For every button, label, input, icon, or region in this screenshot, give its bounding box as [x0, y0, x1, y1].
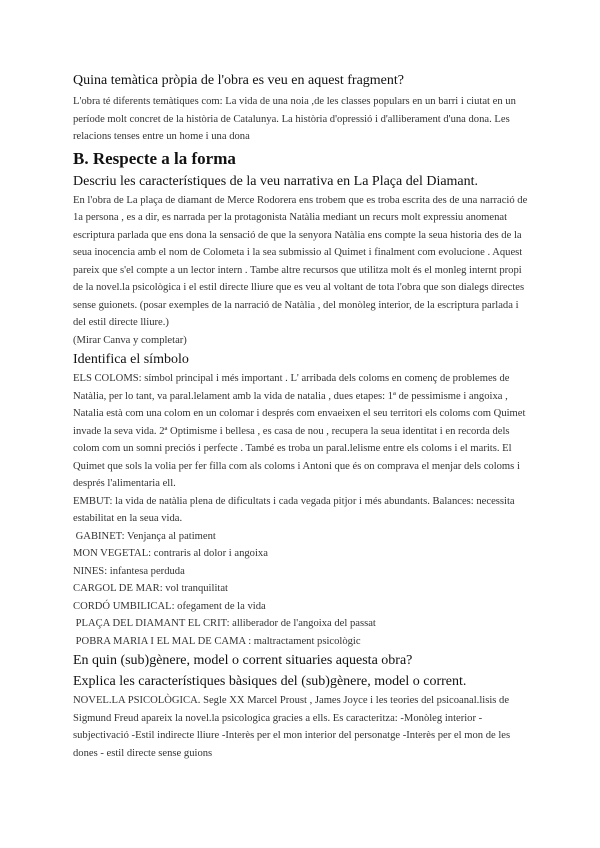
symbol-embut: EMBUT: la vida de natàlia plena de dificultats i cada vegada pitjor i més abundants. Balances: necessita estabilitat en la seua vida.	[73, 495, 515, 524]
document-page	[73, 72, 528, 762]
narrative-voice-note: (Mirar Canva y completar)	[73, 334, 187, 346]
genre-answer: NOVEL.LA PSICOLÒGICA. Segle XX Marcel Proust , James Joyce i les teories del psicoanal.lisis de Sigmund Freud apareix la novel.la psicologica gracies a ells. Es caracteritza: -Monòleg interior -subjectivació -Estil indirecte lliure -Interès per el mon interior del personatge -Interès per el mon de les dones - estil directe sense guions	[73, 695, 511, 759]
question-symbol-heading: Identifica el símbolo	[73, 352, 189, 367]
question-genre-characteristics-heading: Explica les característiques bàsiques del (sub)gènere, model o corrent.	[73, 674, 467, 689]
symbol-mon-vegetal: MON VEGETAL: contraris al dolor i angoixa	[73, 548, 268, 559]
theme-answer: L'obra té diferents temàtiques com: La vida de una noia ,de les classes populars en un barri i ciutat en un període molt concret de la història de Catalunya. La història d'opressió i d'alliberament d'una dona. Les relacions tenses entre un home i una dona	[73, 96, 516, 142]
symbol-placa: PLAÇA DEL DIAMANT EL CRIT: alliberador de l'angoixa del passat	[73, 618, 376, 629]
symbol-coloms-answer: ELS COLOMS: símbol principal i més important . L' arribada dels coloms en començ de problemes de Natàlia, per lo tant, va paral.lelament amb la vida de natalia , dues etapes: 1ª de pessimisme i angoixa , Natalia està com una colom en un colomar i després com envaeixen el seu territori els coloms com Quimet invade la seva vida. 2ª Optimisme i bellesa , es casa de nou , recupera la seua identitat i en recorda dels colom com un somni preciós i perfecte . També es troba un paral.lelisme entre els coloms i el marits. El Quimet que sols la volia per fer filla com als coloms i Antoni que és on comprava el menjar dels coloms i després l'alimentaria ell.	[73, 373, 526, 489]
symbol-gabinet: GABINET: Venjança al patiment	[73, 530, 216, 542]
question-theme-heading: Quina temàtica pròpia de l'obra es veu en aquest fragment?	[73, 73, 404, 88]
symbol-pobra-maria: POBRA MARIA I EL MAL DE CAMA : maltractament psicològic	[73, 635, 361, 647]
question-genre-heading: En quin (sub)gènere, model o corrent situaries aquesta obra?	[73, 653, 413, 668]
symbol-nines: NINES: infantesa perduda	[73, 565, 185, 577]
question-narrative-voice-heading: Descriu les característiques de la veu narrativa en La Plaça del Diamant.	[73, 173, 479, 189]
narrative-voice-answer: En l'obra de La plaça de diamant de Merce Rodorera ens trobem que es troba escrita des de una narració de 1a persona , es a dir, es narrada per la protagonista Natàlia mediant un recurs molt expressiu anomenat escriptura parlada que ens dona la sensació de que la senyora Natàlia ens compte la seua historia des de la seua inocencia amb el nom de Colometa i la sea submissio al Quimet i finalment com evolucione . Aquest pareix que s'el compte a un lector intern . Tambe altre recursos que utilitza molt és el monleg internt propi de la novel.la psicològica i el estil directe lliure que es veu al voltant de tota l'obra que son dialegs directes sense guionets. (posar exemples de la narració de Natàlia , del monòleg interior, de la escriptura parlada i del estil directe lliure.)	[73, 194, 528, 328]
section-b-heading: B. Respecte a la forma	[73, 148, 236, 168]
symbol-cargol: CARGOL DE MAR: vol tranquilitat	[73, 583, 228, 594]
symbol-cordo: CORDÓ UMBILICAL: ofegament de la vida	[73, 600, 266, 612]
